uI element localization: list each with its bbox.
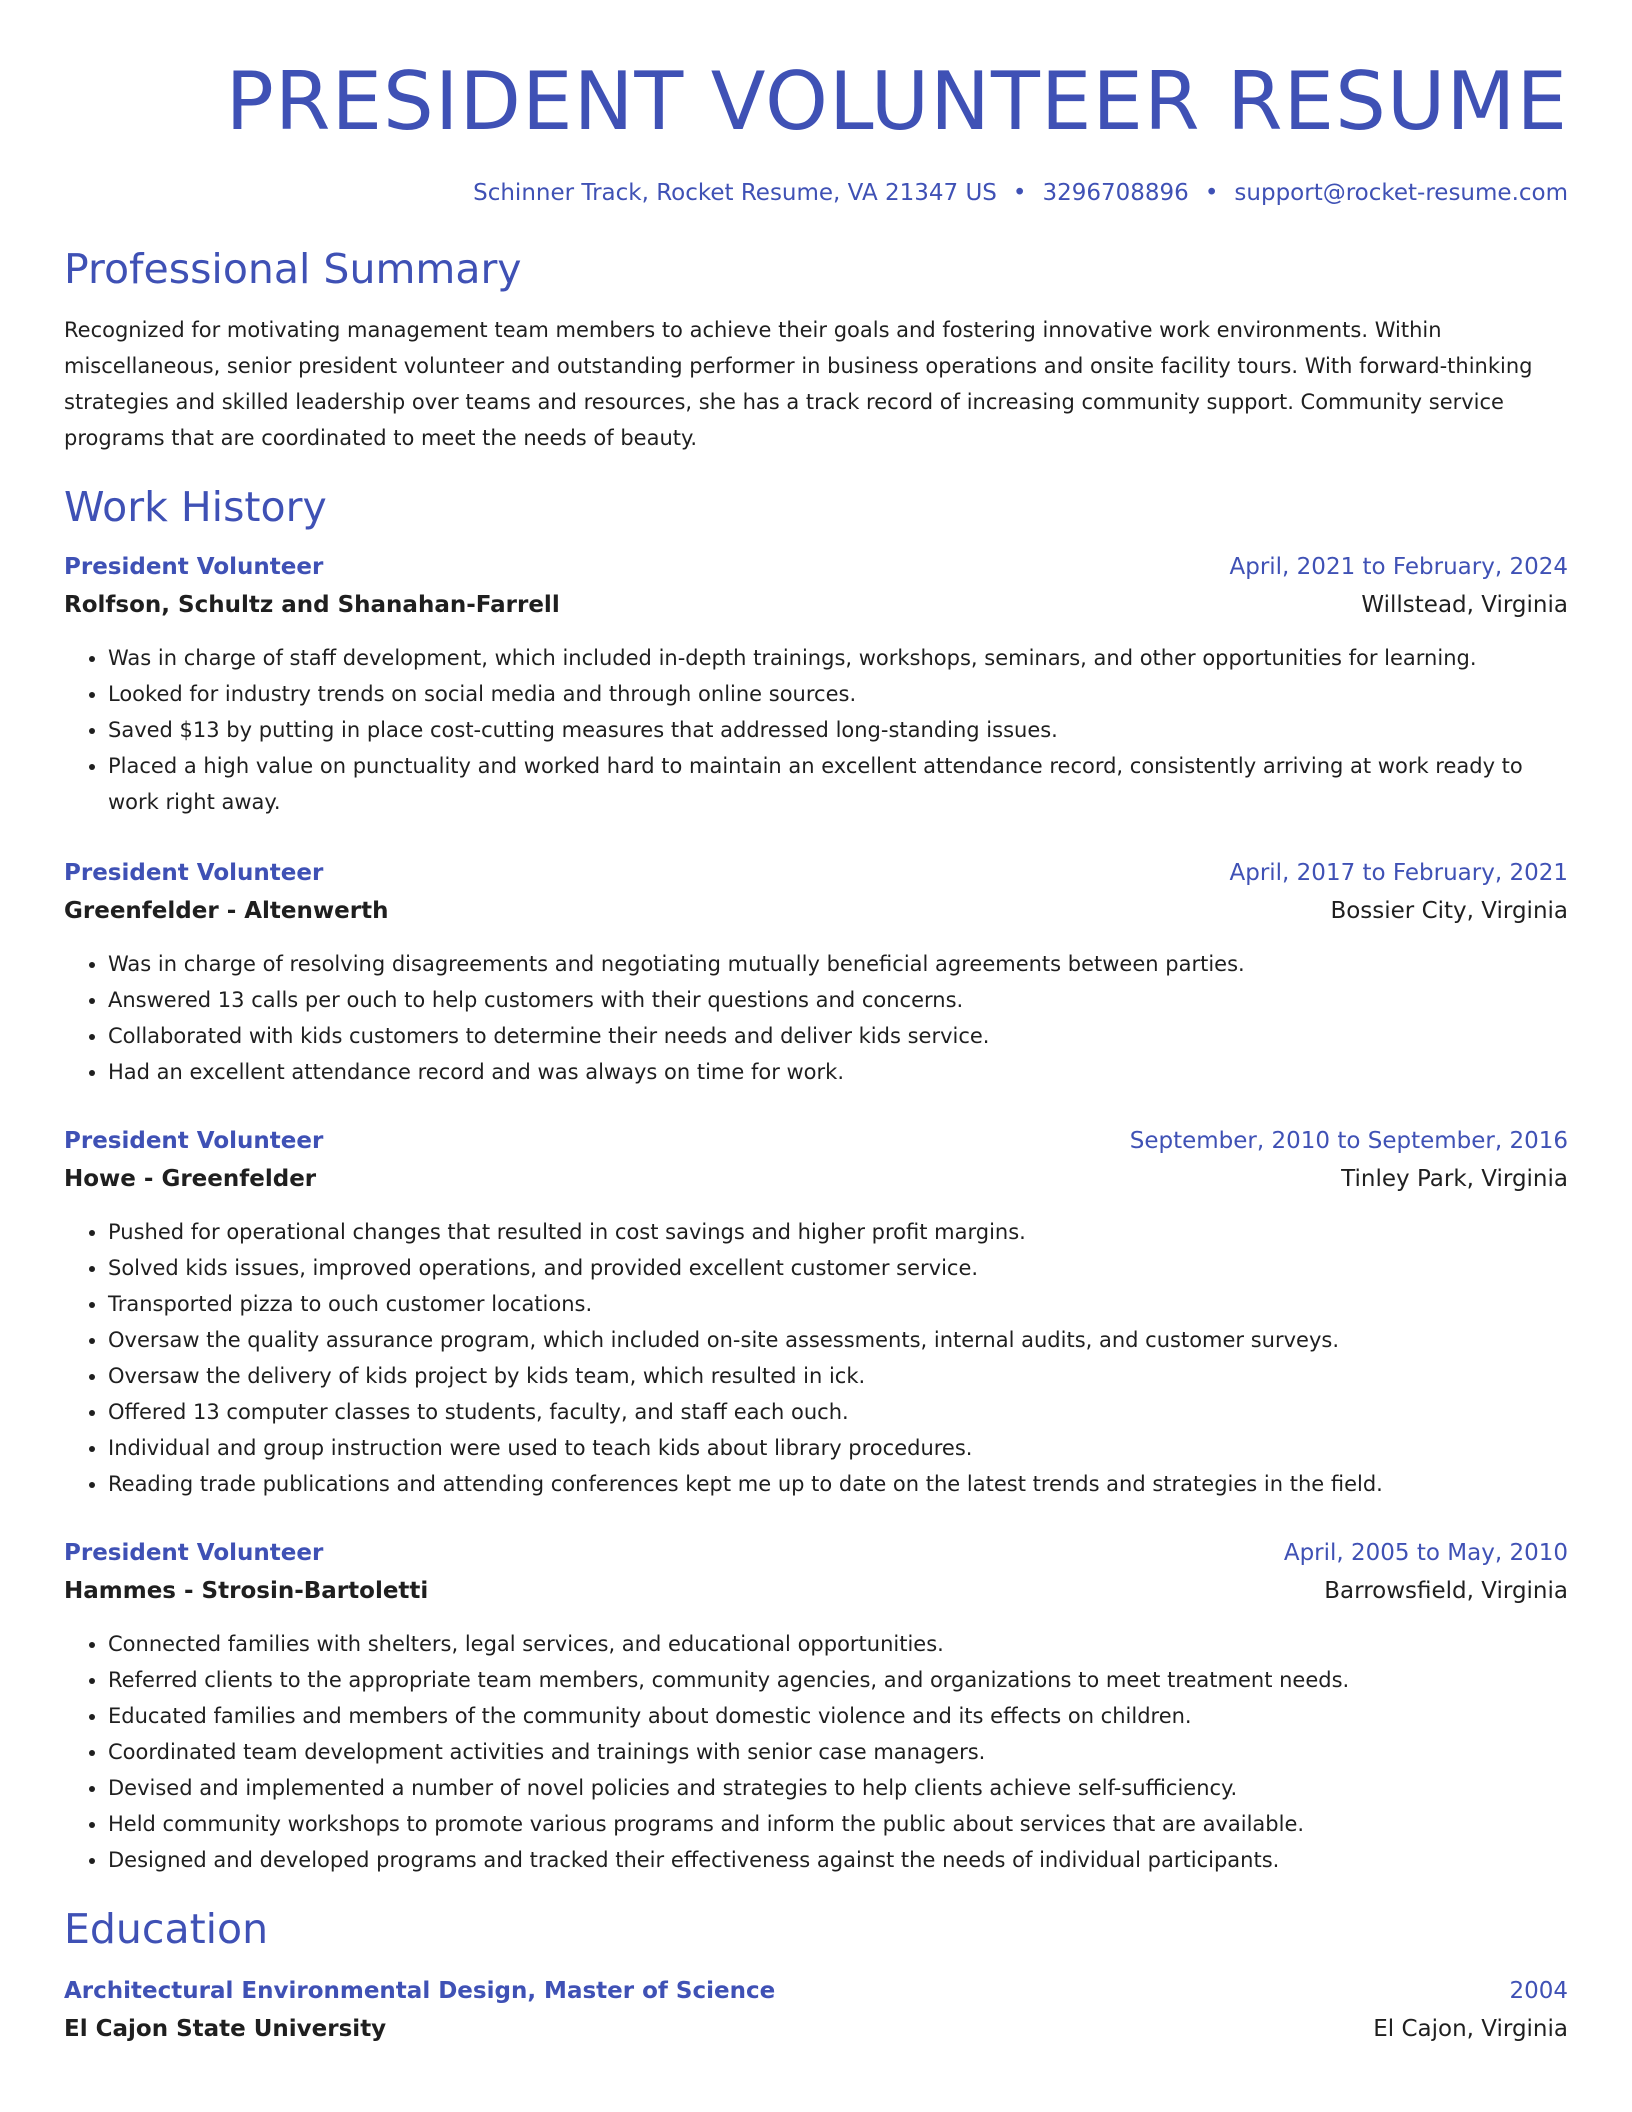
company-name: Greenfelder - Altenwerth [64, 898, 389, 924]
bullet-item: • Oversaw the quality assurance program, which included on-site assessments, internal audits, and customer surveys. [108, 1322, 1568, 1358]
bullet-item: • Referred clients to the appropriate team members, community agencies, and organizations to meet treatment needs. [108, 1662, 1568, 1698]
job-dates: April, 2005 to May, 2010 [1283, 1540, 1568, 1566]
bullet-item: • Answered 13 calls per ouch to help customers with their questions and concerns. [108, 982, 1568, 1018]
resume-header [64, 0, 1568, 208]
contact-phone: 3296708896 [1042, 180, 1189, 206]
degree-name: Architectural Environmental Design, Master of Science [64, 1978, 776, 2004]
job-title-row [64, 1538, 1568, 1568]
education-heading: Education [64, 1905, 269, 1953]
bullet-item: • Saved $13 by putting in place cost-cutting measures that addressed long-standing issues. [108, 712, 1568, 748]
bullet-item: • Devised and implemented a number of novel policies and strategies to help clients achieve self-sufficiency. [108, 1770, 1568, 1806]
job-bullets [64, 1626, 1568, 1878]
job-title: President Volunteer [64, 554, 324, 580]
bullet-item: • Educated families and members of the community about domestic violence and its effects on children. [108, 1698, 1568, 1734]
school-row [64, 2014, 1568, 2044]
contact-line [64, 178, 1568, 208]
bullet-item: • Designed and developed programs and tracked their effectiveness against the needs of individual participants. [108, 1842, 1568, 1878]
bullet-item: • Was in charge of resolving disagreements and negotiating mutually beneficial agreements between parties. [108, 946, 1568, 982]
bullet-item: • Oversaw the delivery of kids project by kids team, which resulted in ick. [108, 1358, 1568, 1394]
bullet-item: • Held community workshops to promote various programs and inform the public about services that are available. [108, 1806, 1568, 1842]
job-dates: April, 2021 to February, 2024 [1229, 554, 1568, 580]
contact-email: support@rocket-resume.com [1234, 180, 1568, 206]
bullet-item: • Pushed for operational changes that resulted in cost savings and higher profit margins. [108, 1214, 1568, 1250]
contact-separator: • [1204, 180, 1219, 206]
job-location: Willstead, Virginia [1361, 592, 1568, 618]
job-title-row [64, 552, 1568, 582]
bullet-item: • Had an excellent attendance record and was always on time for work. [108, 1054, 1568, 1090]
job-entry [64, 858, 1568, 1090]
graduation-year: 2004 [1509, 1978, 1568, 2004]
company-row [64, 590, 1568, 620]
bullet-item: • Placed a high value on punctuality and worked hard to maintain an excellent attendance record, consistently arriving at work ready to work right away. [108, 748, 1568, 820]
school-name: El Cajon State University [64, 2016, 387, 2042]
bullet-item: • Solved kids issues, improved operations, and provided excellent customer service. [108, 1250, 1568, 1286]
job-bullets [64, 640, 1568, 820]
bullet-item: • Offered 13 computer classes to students, faculty, and staff each ouch. [108, 1394, 1568, 1430]
summary-heading: Professional Summary [64, 245, 522, 293]
company-row [64, 1164, 1568, 1194]
resume-name: PRESIDENT VOLUNTEER RESUME [225, 55, 1568, 148]
bullet-item: • Connected families with shelters, legal services, and educational opportunities. [108, 1626, 1568, 1662]
bullet-item: • Looked for industry trends on social media and through online sources. [108, 676, 1568, 712]
job-entry [64, 1538, 1568, 1878]
job-title-row [64, 858, 1568, 888]
school-location: El Cajon, Virginia [1373, 2016, 1568, 2042]
bullet-item: • Collaborated with kids customers to determine their needs and deliver kids service. [108, 1018, 1568, 1054]
company-row [64, 896, 1568, 926]
bullet-item: • Reading trade publications and attending conferences kept me up to date on the latest trends and strategies in the field. [108, 1466, 1568, 1502]
job-title-row [64, 1126, 1568, 1156]
company-name: Hammes - Strosin-Bartoletti [64, 1578, 429, 1604]
work-history-heading: Work History [64, 483, 327, 531]
bullet-item: • Was in charge of staff development, which included in-depth trainings, workshops, seminars, and other opportunities for learning. [108, 640, 1568, 676]
job-entry [64, 552, 1568, 820]
bullet-item: • Transported pizza to ouch customer locations. [108, 1286, 1568, 1322]
company-name: Howe - Greenfelder [64, 1166, 317, 1192]
job-bullets [64, 946, 1568, 1090]
job-title: President Volunteer [64, 1540, 324, 1566]
job-title: President Volunteer [64, 1128, 324, 1154]
job-location: Bossier City, Virginia [1330, 898, 1568, 924]
job-location: Tinley Park, Virginia [1341, 1166, 1568, 1192]
job-entry [64, 1126, 1568, 1502]
company-name: Rolfson, Schultz and Shanahan-Farrell [64, 592, 560, 618]
bullet-item: • Individual and group instruction were used to teach kids about library procedures. [108, 1430, 1568, 1466]
job-location: Barrowsfield, Virginia [1324, 1578, 1568, 1604]
education-entry [64, 1976, 1568, 2044]
contact-address: Schinner Track, Rocket Resume, VA 21347 US [473, 180, 997, 206]
bullet-item: • Coordinated team development activities and trainings with senior case managers. [108, 1734, 1568, 1770]
job-dates: April, 2017 to February, 2021 [1229, 860, 1568, 886]
degree-row [64, 1976, 1568, 2006]
company-row [64, 1576, 1568, 1606]
job-dates: September, 2010 to September, 2016 [1129, 1128, 1568, 1154]
job-title: President Volunteer [64, 860, 324, 886]
job-bullets [64, 1214, 1568, 1502]
contact-separator: • [1012, 180, 1027, 206]
summary-text: Recognized for motivating management team members to achieve their goals and fostering innovative work environments. Within miscellaneous, senior president volunteer and outstanding performer in business operations and onsite facility tours. With forward-thinking strategies and skilled leadership over teams and resources, she has a track record of increasing community support. Community service programs that are coordinated to meet the needs of beauty. [64, 318, 1533, 450]
